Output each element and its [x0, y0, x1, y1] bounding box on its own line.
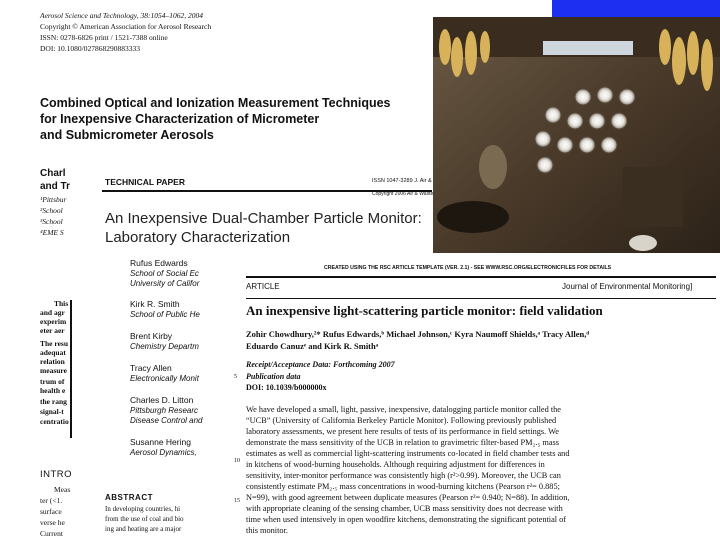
body-fragment: centratio — [40, 417, 69, 426]
author-affiliation: University of Califor — [130, 279, 200, 288]
body-fragment: eter aer — [40, 326, 65, 335]
line-number: 5 — [234, 374, 237, 380]
section-heading: ABSTRACT — [105, 493, 153, 502]
section-heading: INTRO — [40, 469, 73, 480]
affiliation-fragment: ⁴EME S — [40, 228, 64, 237]
intro-fragment: Current — [40, 529, 63, 538]
body-fragment: adequat — [40, 348, 66, 357]
author-name: Kirk R. Smith — [130, 299, 180, 309]
author-affiliation: School of Social Ec — [130, 269, 199, 278]
affiliation-fragment: ³School — [40, 217, 63, 226]
paper-title-line: and Submicrometer Aerosols — [40, 128, 214, 142]
abstract-line: In developing countries, hi — [105, 505, 181, 513]
paper-article-field-validation — [232, 258, 720, 540]
paper-title-line: Laboratory Characterization — [105, 229, 291, 246]
line-number: 10 — [234, 458, 240, 464]
author-fragment: Charl — [40, 168, 66, 179]
author-name: Rufus Edwards — [130, 258, 188, 268]
author-name: Tracy Allen — [130, 363, 172, 373]
abstract-line: We have developed a small, light, passive, inexpensive, datalogging particle monitor called the — [246, 405, 561, 414]
authors-line: Eduardo Canuzᵉ and Kirk R. Smithᵃ — [246, 341, 379, 351]
intro-fragment: ter (<1. — [40, 496, 63, 505]
author-affiliation: Aerosol Dynamics, — [130, 448, 197, 457]
issn-line: ISSN: 0278-6826 print / 1521-7388 online — [40, 33, 168, 42]
doi: DOI: 10.1039/b000000x — [246, 383, 327, 392]
affiliation-fragment: ¹Pittsbur — [40, 195, 67, 204]
author-affiliation: Disease Control and — [130, 416, 203, 425]
body-fragment: health e — [40, 386, 66, 395]
abstract-line: laboratory assessments, we present here results of tests of its performance in field settings. We — [246, 427, 559, 436]
author-affiliation: Electronically Monit — [130, 374, 199, 383]
kitchen-photo-drawing — [433, 17, 720, 253]
publication-data: Publication data — [246, 372, 301, 381]
abstract-line: ing and heating are a major — [105, 525, 182, 533]
journal-line: Aerosol Science and Technology, 38:1054–1062, 2004 — [40, 11, 203, 20]
body-fragment: relation — [40, 357, 65, 366]
kitchen-photo — [433, 17, 720, 253]
issn-line: ISSN 1047-3289 J. Air & — [372, 178, 432, 184]
author-affiliation: Chemistry Departm — [130, 342, 199, 351]
author-name: Brent Kirby — [130, 331, 173, 341]
doi-line: DOI: 10.1080/027868290883333 — [40, 44, 140, 53]
copyright-line: Copyright 2006 Air & Waste — [372, 191, 434, 197]
intro-fragment: Meas — [54, 485, 71, 494]
body-fragment: measure — [40, 366, 67, 375]
abstract-line: with appropriate cleaning of the sensing chamber, UCB mass sensitivity does not decrease with — [246, 504, 563, 513]
paper-title-line: An Inexpensive Dual-Chamber Particle Monitor: — [105, 210, 422, 227]
header-rule — [246, 276, 716, 278]
body-fragment: This — [54, 299, 69, 308]
copyright-line: Copyright © American Association for Aerosol Research — [40, 22, 212, 31]
header-rule-thin — [246, 298, 716, 299]
body-fragment: The resu — [40, 339, 68, 348]
intro-fragment: surface — [40, 507, 62, 516]
body-fragment: the rang — [40, 397, 67, 406]
author-fragment: and Tr — [40, 181, 71, 192]
intro-fragment: verse he — [40, 518, 65, 527]
abstract-line: from the use of coal and bio — [105, 515, 184, 523]
line-number: 15 — [234, 498, 240, 504]
template-note: CREATED USING THE RSC ARTICLE TEMPLATE (VER. 2.1) - SEE WWW.RSC.ORG/ELECTRONICFILES FOR DETAILS — [324, 265, 612, 271]
author-affiliation: Pittsburgh Researc — [130, 406, 199, 415]
paper-title: An inexpensive light-scattering particle monitor: field validation — [246, 303, 603, 318]
journal-name: Journal of Environmental Monitoring] — [562, 282, 693, 291]
author-name: Susanne Hering — [130, 437, 191, 447]
article-label: ARTICLE — [246, 282, 280, 291]
abstract-line: demonstrate the mass sensitivity of the UCB in relation to gravimetric filter-based PM₂.₅ mass — [246, 438, 560, 447]
paper-title-line: Combined Optical and Ionization Measurement Techniques — [40, 96, 391, 110]
paper-title-line: for Inexpensive Characterization of Micrometer — [40, 112, 320, 126]
body-fragment: trum of — [40, 377, 65, 386]
receipt-data: Receipt/Acceptance Data: Forthcoming 2007 — [246, 360, 395, 369]
author-name: Charles D. Litton — [130, 395, 194, 405]
abstract-line: this monitor. — [246, 526, 288, 535]
abstract-line: “UCB” (University of California Berkeley Particle Monitor). Following previously published — [246, 416, 557, 425]
accent-bar — [552, 0, 720, 17]
abstract-line: sensitivity, inter-monitor performance was consistently high (r²>0.99). Moreover, the UCB can — [246, 471, 561, 480]
abstract-line: consistently estimate PM₂.₅ mass concentrations in wood-burning kitchens (Pearson r²= 0.885; — [246, 482, 560, 491]
abstract-line: in kitchens of wood-burning households. Although requiring adjustment for differences in — [246, 460, 545, 469]
body-fragment: signal-t — [40, 407, 64, 416]
author-affiliation: School of Public He — [130, 310, 200, 319]
paper-label: TECHNICAL PAPER — [105, 177, 185, 187]
affiliation-fragment: ²School — [40, 206, 63, 215]
body-fragment: experim — [40, 317, 67, 326]
abstract-line: time when used intensively in open woodfire kitchens, demonstrating the significant potential of — [246, 515, 567, 524]
abstract-line: estimates as well as commercial light-scattering instruments co-located in field chamber tests and — [246, 449, 570, 458]
body-fragment: and agr — [40, 308, 65, 317]
abstract-line: N=99), with good agreement between duplicate measures (Pearson r²= 0.940; N=88). In addition, — [246, 493, 570, 502]
authors-line: Zohir Chowdhury,²* Rufus Edwards,ᵇ Michael Johnson,ᶜ Kyra Naumoff Shields,ᵃ Tracy Allen,ᵈ — [246, 329, 590, 339]
